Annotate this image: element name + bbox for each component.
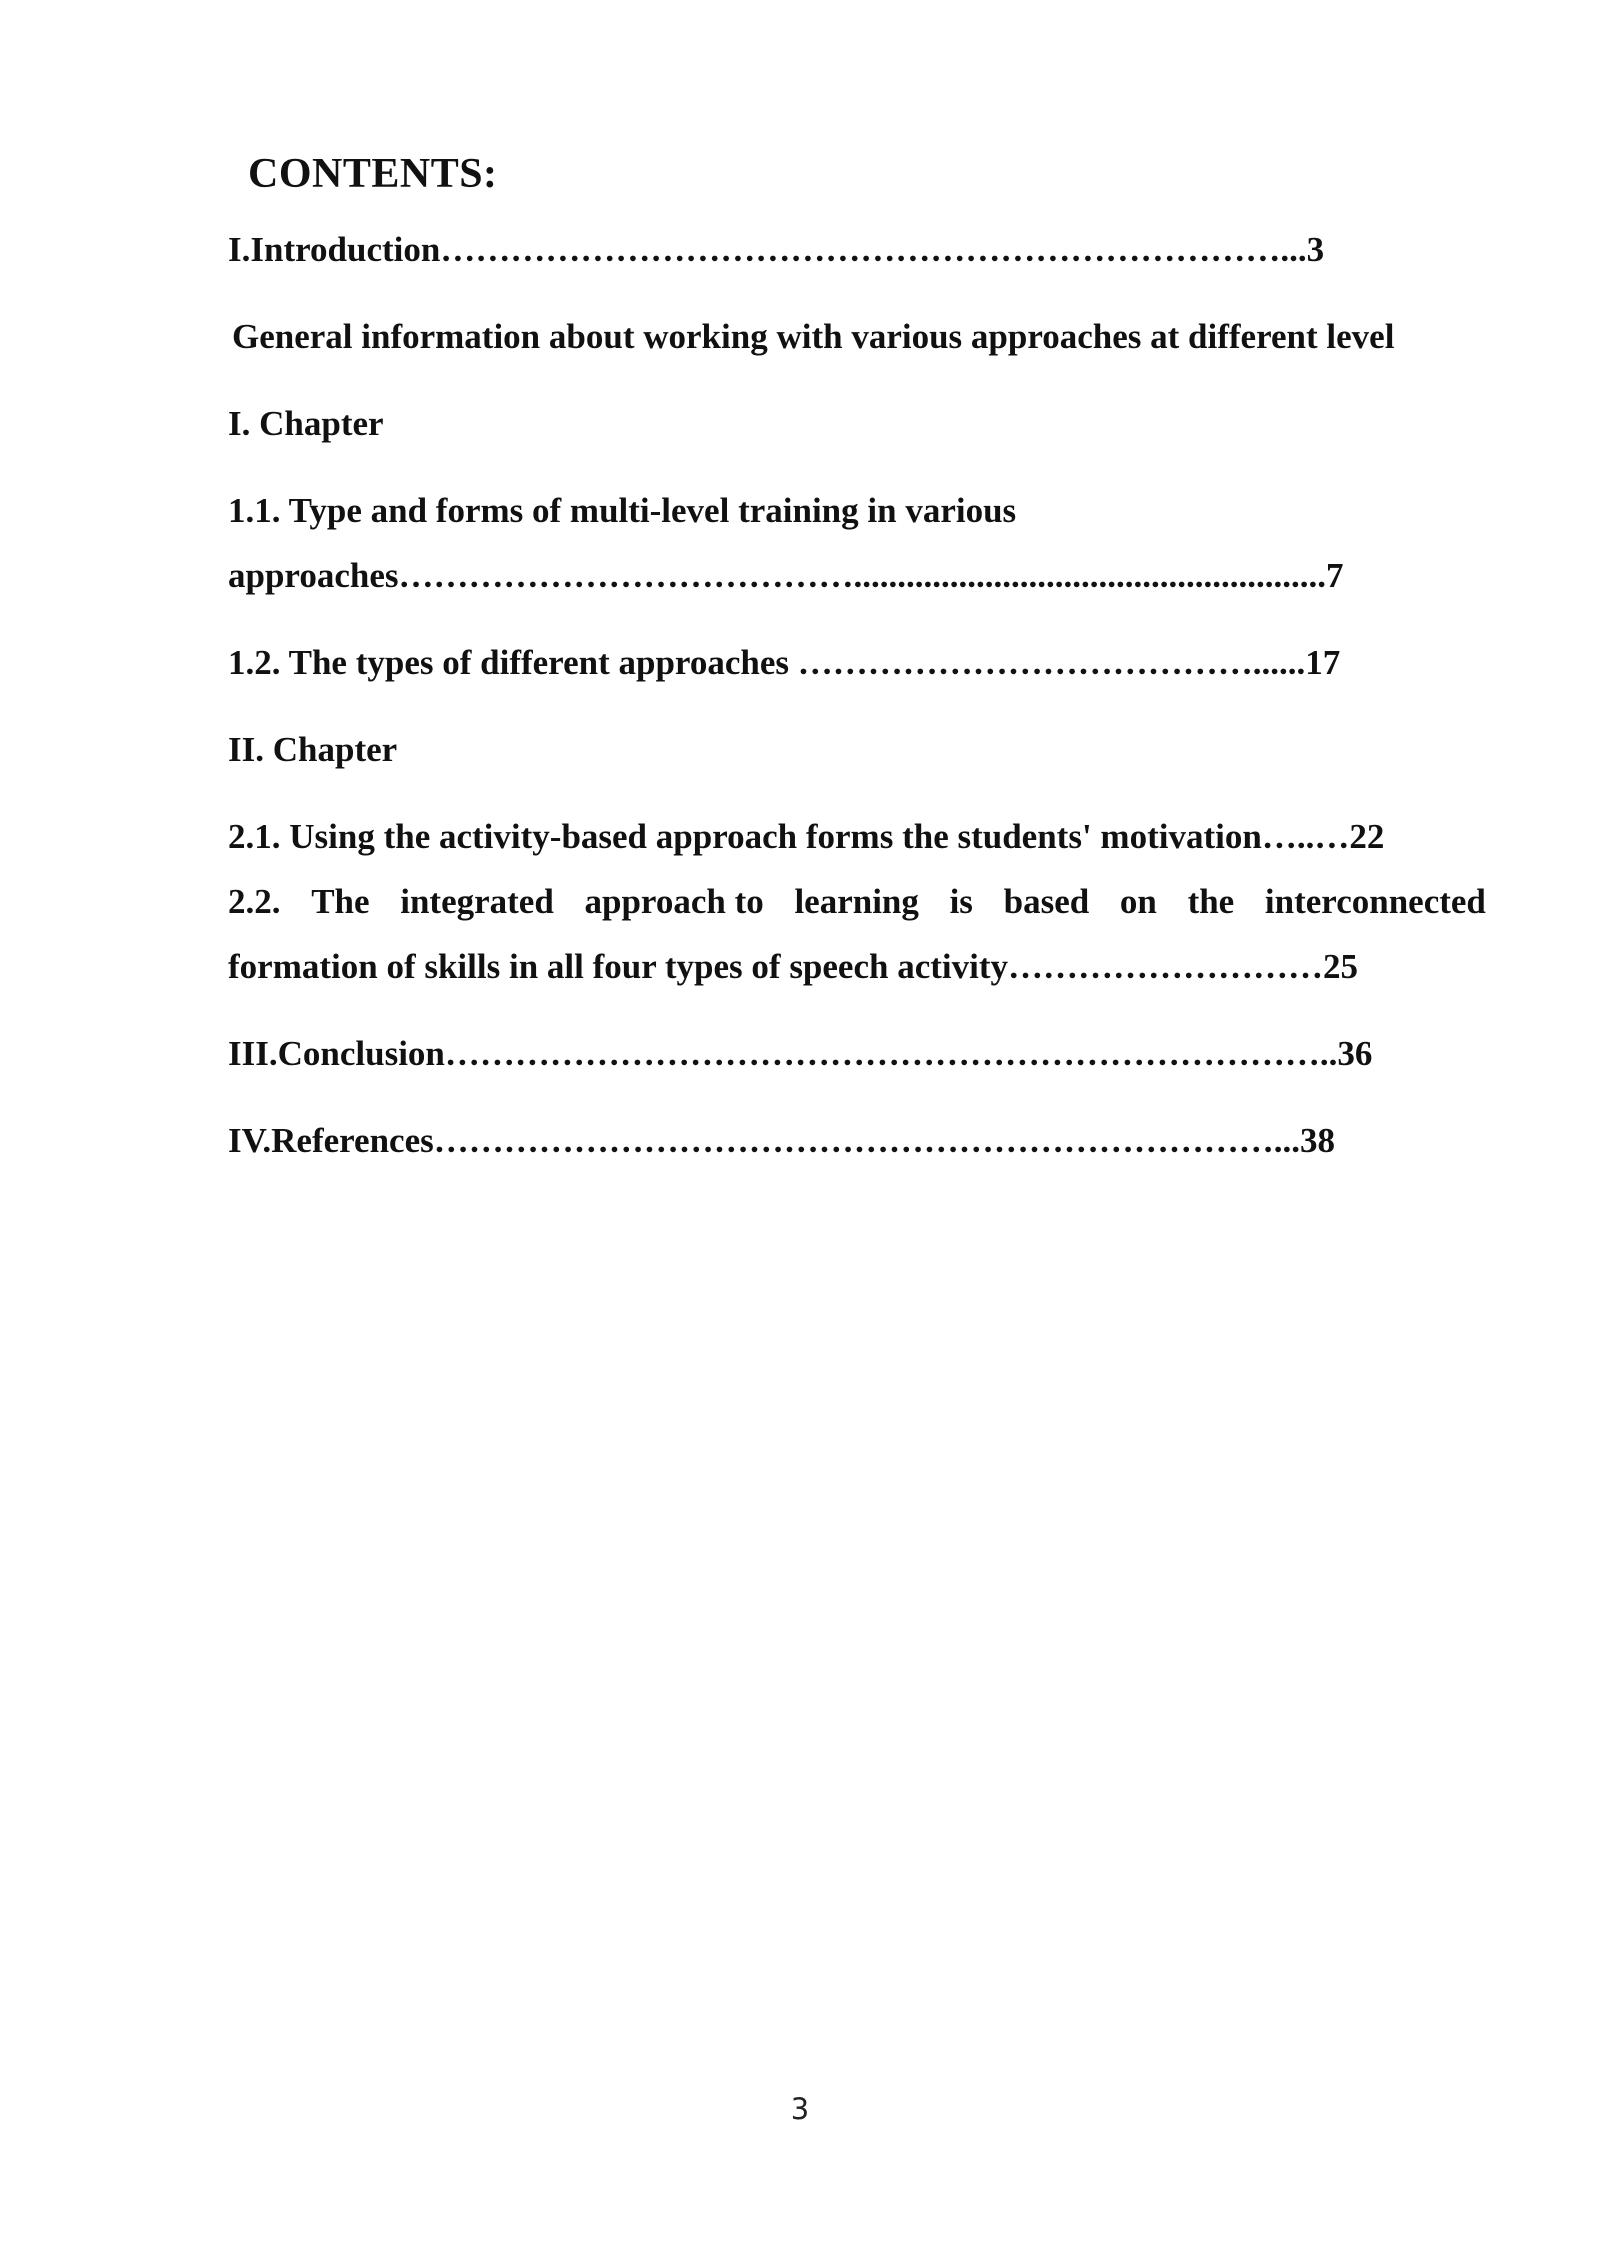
toc-word: approach to xyxy=(584,882,764,921)
toc-item-2-1: 2.1. Using the activity-based approach forms the students' motivation…..…22 xyxy=(228,817,1385,856)
toc-word: on xyxy=(1119,882,1157,921)
toc-item-1-2: 1.2. The types of different approaches …………………………………......17 xyxy=(228,643,1341,682)
toc-item-2-2-line-1 xyxy=(228,880,1486,924)
toc-item-1-1-line-1: 1.1. Type and forms of multi-level training in various xyxy=(228,491,1017,530)
toc-conclusion: III.Conclusion…………………………………………………………………..36 xyxy=(228,1034,1373,1073)
toc-chapter-two: II. Chapter xyxy=(228,730,398,769)
toc-general-information: General information about working with various approaches at different level xyxy=(232,317,1395,356)
toc-item-2-2-line-2: formation of skills in all four types of speech activity………………………25 xyxy=(228,947,1359,986)
toc-word: is xyxy=(949,882,973,921)
contents-heading: CONTENTS: xyxy=(248,151,498,197)
toc-item-1-1-line-2: approaches…………………………………......................................................7 xyxy=(228,556,1344,595)
toc-introduction: I.Introduction………………………………………………………………...3 xyxy=(228,230,1325,269)
toc-word: based xyxy=(1003,882,1090,921)
toc-word: learning xyxy=(794,882,919,921)
toc-word: interconnected xyxy=(1264,882,1486,921)
toc-word: 2.2. xyxy=(228,882,281,921)
toc-word: the xyxy=(1187,882,1235,921)
toc-word: The xyxy=(311,882,370,921)
page-number: 3 xyxy=(790,2092,810,2126)
toc-word: integrated xyxy=(400,882,554,921)
toc-references: IV.References………………………………………………………………...38 xyxy=(228,1121,1335,1160)
toc-chapter-one: I. Chapter xyxy=(228,404,384,443)
